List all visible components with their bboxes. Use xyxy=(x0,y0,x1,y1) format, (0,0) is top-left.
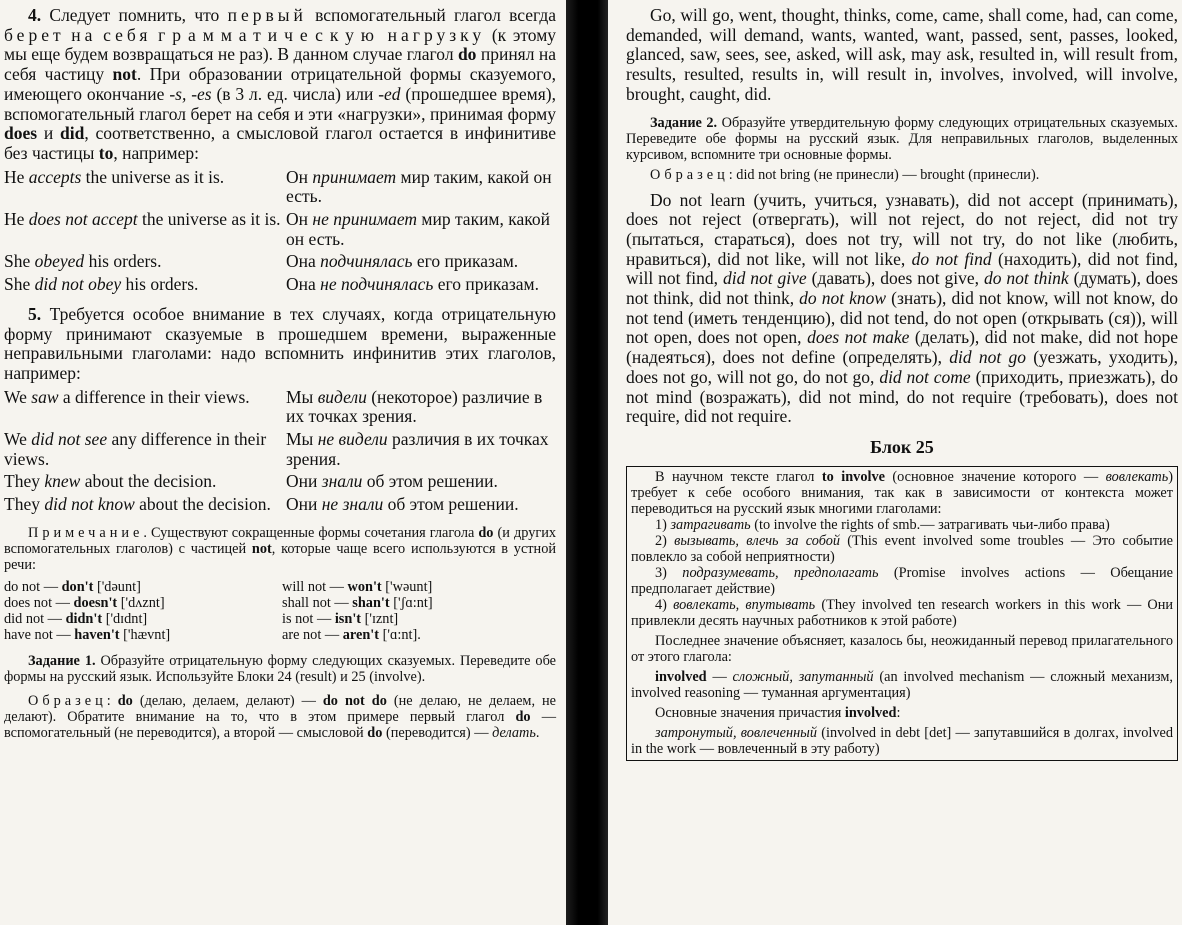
example-russian: Они не знали об этом решении. xyxy=(286,494,519,515)
sample-2: Образец: did not bring (не принесли) — brought (принесли). xyxy=(650,166,1040,183)
example-english: We saw a difference in their views. xyxy=(4,386,250,407)
example-russian: Он не принимает мир таким, какой он есть. xyxy=(286,209,550,249)
box-participle-intro: Основные значения причастия involved: xyxy=(655,704,901,721)
box-last-meaning: Последнее значение объясняет, казалось бы, неожиданный перевод прилагательного от этого глагола: xyxy=(631,632,1173,665)
box-meaning-item: 2) вызывать, влечь за собой (This event involved some troubles — Это событие повлекло за собой неприятности) xyxy=(631,532,1173,565)
left-page xyxy=(4,6,556,741)
examples-table-1 xyxy=(4,168,556,295)
block-25-box xyxy=(626,466,1178,761)
contraction-row xyxy=(4,627,556,643)
contraction-left: did not — didn't ['dɪdnt] xyxy=(4,610,148,627)
example-row xyxy=(4,207,556,249)
paragraph-4: 4. Следует помнить, что первый вспомогательный глагол всегда берет на себя грамматическую нагрузку (к этому мы еще будем возвращаться не раз). В данном случае глагол do принял на себя частицу not. При образовании отрицательной формы сказуемого, имеющего окончание -s, -es (в 3 л. ед. числа) или -ed (прошедшее время), вспомогательный глагол берет на себя и эти «нагрузки», принимая форму does и did, соответственно, а смысловой глагол остается в инфинитиве без частицы to, например: xyxy=(4,5,557,163)
block-title: Блок 25 xyxy=(870,436,934,457)
example-english: He accepts the universe as it is. xyxy=(4,166,225,187)
box-intro: В научном тексте глагол to involve (основное значение которого — вовлекать) требует к себе особого внимания, так как в зависимости от контекста может переводиться на русский язык многими глаголами: xyxy=(631,468,1174,517)
example-row xyxy=(4,272,556,295)
box-participle: затронутый, вовлеченный (involved in debt [det] — запутавшийся в долгах, involved in the work — вовлеченный в эту работу) xyxy=(631,724,1173,757)
example-english: They knew about the decision. xyxy=(4,471,217,492)
contraction-right: will not — won't ['wәunt] xyxy=(282,578,433,595)
example-russian: Мы не видели различия в их точках зрения. xyxy=(286,429,549,469)
example-row xyxy=(4,388,556,427)
note-paragraph: Примечание. Существуют сокращенные формы сочетания глагола do (и других вспомогательных глаголов) с частицей not, которые чаще всего используются в устной речи: xyxy=(4,524,557,573)
example-russian: Она подчинялась его приказам. xyxy=(286,251,519,272)
example-russian: Он принимает мир таким, какой он есть. xyxy=(286,166,552,207)
box-meaning-item: 1) затрагивать (to involve the rights of smb.— затрагивать чьи-либо права) xyxy=(655,516,1110,533)
example-row xyxy=(4,168,556,207)
contraction-row xyxy=(4,595,556,611)
example-english: They did not know about the decision. xyxy=(4,494,271,515)
page-gutter xyxy=(566,0,608,925)
contraction-right: are not — aren't ['ɑ:nt]. xyxy=(282,626,421,643)
examples-table-2 xyxy=(4,388,556,515)
example-russian: Мы видели (некоторое) различие в их точках зрения. xyxy=(286,386,543,427)
task-1: Задание 1. Образуйте отрицательную форму следующих сказуемых. Переведите обе формы на русский язык. Используйте Блоки 24 (result) и 25 (involve). xyxy=(4,652,556,685)
contraction-left: have not — haven't ['hævnt] xyxy=(4,626,171,643)
contraction-row xyxy=(4,579,556,595)
contraction-right: shall not — shan't ['ʃɑ:nt] xyxy=(282,594,433,611)
box-involved-adjective: involved — сложный, запутанный (an involved mechanism — сложный механизм, involved reasoning — туманная аргументация) xyxy=(631,668,1173,701)
example-row xyxy=(4,492,556,515)
right-page xyxy=(626,6,1178,761)
example-row xyxy=(4,469,556,492)
example-russian: Они знали об этом решении. xyxy=(286,471,498,492)
example-english: He does not accept the universe as it is. xyxy=(4,209,281,230)
task-2: Задание 2. Образуйте утвердительную форму следующих отрицательных сказуемых. Переведите обе формы на русский язык. Для неправильных глаголов, выделенных курсивом, вспомните три основные формы. xyxy=(626,114,1178,163)
box-meanings-list xyxy=(631,517,1173,629)
negative-forms-list: Do not learn (учить, учиться, узнавать), did not accept (принимать), does not reject (отвергать), will not reject, do not reject, did not try (пытаться, стараться), does not try, will not try, do not like (любить, нравиться), did not like, will not like, do not find (находить), did not find, will not find, did not give (давать), does not give, do not think (думать), does not think, did not think, do not know (знать), did not know, will not know, do not tend (иметь тенденцию), did not tend, do not open (открывать (ся)), will not open, does not open, does not make (делать), did not make, did not hope (надеяться), does not define (определять), did not go (уезжать, уходить), does not go, will not go, do not go, did not come (приходить, приезжать), do not mind (возражать), did not mind, do not require (требовать), does not require, did not require. xyxy=(626,189,1179,427)
box-meaning-item: 3) подразумевать, предполагать (Promise involves actions — Обещание предполагает действие) xyxy=(631,564,1174,597)
verbs-list: Go, will go, went, thought, thinks, come, came, shall come, had, can come, demanded, will demand, wants, wanted, want, passed, sent, passes, looked, glanced, saw, sees, see, asked, will ask, may ask, resulted in, will result from, results, resulted, results in, will result in, involves, involved, will involve, brought, caught, did. xyxy=(626,5,1178,104)
contraction-left: do not — don't ['dәunt] xyxy=(4,578,141,595)
example-row xyxy=(4,249,556,272)
contraction-row xyxy=(4,611,556,627)
example-english: She obeyed his orders. xyxy=(4,251,162,272)
contraction-left: does not — doesn't ['dʌznt] xyxy=(4,594,165,611)
example-english: We did not see any difference in their views. xyxy=(4,429,267,469)
contractions-table xyxy=(4,579,556,643)
sample-1: Образец: do (делаю, делаем, делают) — do not do (не делаю, не делаем, не делают). Обратите внимание на то, что в этом примере первый глагол do — вспомогательный (не переводится), а второй — смысловой do (переводится) — делать. xyxy=(4,692,557,741)
contraction-right: is not — isn't ['ɪznt] xyxy=(282,610,399,627)
box-meaning-item: 4) вовлекать, впутывать (They involved ten research workers in this work — Они привлекли десять научных работников к этой работе) xyxy=(631,596,1174,629)
example-english: She did not obey his orders. xyxy=(4,274,199,295)
example-russian: Она не подчинялась его приказам. xyxy=(286,274,539,295)
example-row xyxy=(4,427,556,469)
paragraph-5: 5. Требуется особое внимание в тех случаях, когда отрицательную форму принимают сказуемые в прошедшем времени, выраженные неправильными глаголами: надо вспомнить инфинитив этих глаголов, например: xyxy=(4,303,556,383)
